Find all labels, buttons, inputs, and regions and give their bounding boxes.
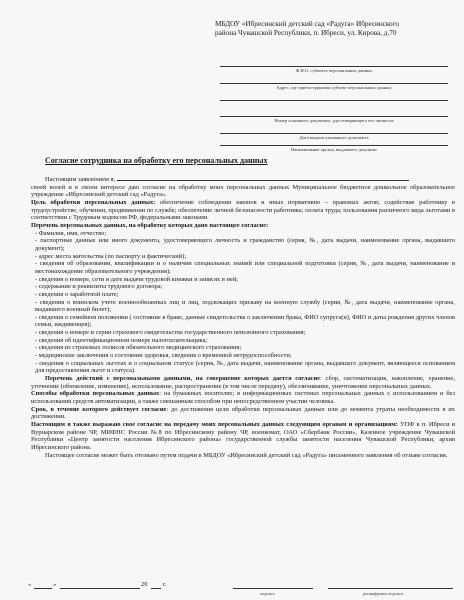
list-item: - сведения о номере, сети и дате выдачи трудовой книжки и записях в ней; (35, 275, 238, 283)
date-day-field[interactable] (34, 588, 52, 589)
document-number-caption: Номер основного документа, удостоверяющего его личность (274, 118, 394, 123)
fio-caption: Ф.И.О. субъекта персональных данных (295, 68, 373, 73)
intro-text: Настоящим заявлением я, (45, 176, 116, 183)
list-item: - сведения об идентификационном номере налогоплательщика; (35, 336, 208, 344)
methods-paragraph (31, 390, 455, 405)
name-transcript-field[interactable] (328, 588, 453, 589)
list-item: - сведения о заработной плате; (35, 290, 119, 298)
list-header-colon: : (266, 221, 269, 229)
employee-name-blank[interactable] (117, 174, 409, 181)
organization-header (215, 20, 453, 38)
document-number-field[interactable] (220, 116, 448, 117)
list-header-text: Перечень персональных данных, на обработку которых дано настоящее согласие (31, 221, 267, 229)
list-item: - сведения об образовании, квалификации и о наличии специальных знаний или специальной подготовки (серия, №, дата выдачи, наименование и местонахождение образовательного учреждения); (35, 260, 455, 275)
address-field[interactable] (220, 83, 448, 84)
transfer-text: УПФ в п. Ибреси и Вурнарском районе ЧР, МИФНС России №8 по Ибресинскому району ЧР, военкомат, ОАО «Сбербанк России», Казенное учреждение Чувашской Республики «Центр занятости населения Ибресинского района» государственной службы занятости населения Чувашской Республики, архив Ибресинского района. (31, 421, 456, 451)
term-paragraph (31, 406, 455, 421)
date-year-field[interactable] (151, 588, 161, 589)
issuing-authority-field[interactable] (220, 145, 448, 146)
list-item: - сведения о воинском учете военнообязанных лиц и лиц, подлежащих призыву на военную службу (серия, №, дата выдачи, наименование органа, выдавшего военный билет); (35, 298, 455, 314)
list-item: - медицинские заключения о состоянии здоровья, сведения о временной нетрудоспособности; (35, 352, 292, 360)
signature-caption: подпись (260, 591, 275, 596)
purpose-text: обеспечение соблюдения законов и иных нормативно – правовых актов; содействие работнику в трудоустройстве, обучении, продвижении по службе; обеспечение личной безопасности работника; оплата труда; пользования различного вида льготами в соответствии с Трудовым кодексом РФ, федеральными законами. (31, 198, 455, 222)
purpose-label: Цель обработки персональных данных: (31, 198, 156, 206)
actions-label: Перечень действий с персональными данными, на совершение которых дается согласие (45, 375, 321, 383)
actions-text: : сбор, систематизация, накопление, хранение, уточнение (обновление, изменение), использование, распространение (в том числе передачу), обезличивание, уничтожение персональных данных. (31, 375, 456, 390)
intro-line (31, 174, 455, 184)
actions-paragraph (31, 375, 455, 390)
list-item: - сведения о семейном положении ( состояние в браке, данные свидетельства о заключении брака, ФИО супруга(и), ФИО и даты рождения других членов семьи, иждивенцев); (35, 313, 455, 329)
list-item: - содержание и реквизиты трудового договора; (35, 283, 163, 291)
date-open-quote: « (28, 581, 32, 588)
address-caption: Адрес, где зарегистрирован субъект персональных данных (276, 85, 392, 90)
org-line-2: района Чувашской Республики, п. Ибреси, ул. Кирова, д.70 (215, 29, 397, 38)
list-header (31, 222, 455, 230)
fio-field[interactable] (220, 66, 448, 67)
transfer-paragraph (31, 421, 455, 452)
issuing-authority-caption: Наименование органа, выдавшего документ (290, 147, 378, 152)
date-close-quote: » (53, 581, 57, 588)
signature-field[interactable] (233, 588, 313, 589)
document-body (31, 174, 455, 459)
revoke-paragraph: Настоящее согласие может быть отозвано путем подачи в МБДОУ «Ибресинский детский сад «Радуга» письменного заявления об отзыве согласия. (45, 451, 448, 459)
issue-date-caption: Дата выдачи указанного документа (299, 135, 369, 140)
year-prefix: 20 (141, 581, 148, 588)
term-label: Срок, в течение которого действует согласие (31, 405, 167, 413)
list-item: - сведения из страховых полисов обязательного медицинского страхования; (35, 344, 242, 352)
term-text: : до достижения цели обработки персональных данных или до момента утраты необходимости в их достижении. (31, 405, 455, 421)
methods-text: : на бумажных носителях; в информационных системах персональных данных с использованием и без использования средств автоматизации, а также смешанным способом при непосредственном участии человека. (31, 390, 455, 406)
list-item: - Фамилия, имя, отчество; (35, 229, 107, 237)
list-item: - сведения о номере и серии страхового свидетельства государственного пенсионного страхования; (35, 329, 306, 337)
intro-paragraph: своей волей и в своем интересе даю согласие на обработку моих персональных данных Муниципальное бюджетное дошкольное образовательное учреждение «Ибресинский детский сад «Радуга». (31, 183, 455, 199)
date-month-field[interactable] (60, 588, 140, 589)
methods-label: Способы обработки персональных данных (31, 390, 160, 398)
org-line-1: МБДОУ «Ибресинский детский сад «Радуга» Ибресинского (215, 20, 399, 28)
list-item: - адрес места жительства (по паспорту и фактический); (35, 252, 186, 260)
address-field-2[interactable] (220, 100, 448, 101)
document-title: Согласие сотрудника на обработку его персональных данных (45, 156, 268, 165)
year-suffix: г. (163, 581, 167, 588)
purpose-paragraph (31, 199, 455, 222)
issue-date-field[interactable] (220, 133, 448, 134)
transfer-label: Настоящим я также выражаю свое согласие на передачу моих персональных данных следующим органам и организациям: (31, 421, 398, 428)
list-item: - паспортные данные или иного документа, удостоверяющего личность и гражданство (серия, №, дата выдачи, наименование органа, выдавшего документ); (35, 237, 455, 252)
list-item: - сведения о социальных льготах и о социальном статусе (серия, №, дата выдачи, наименование органа, выдавшего документ, являющееся основанием для предоставления льгот и статуса). (35, 359, 455, 375)
name-transcript-caption: расшифровка подписи (363, 591, 403, 596)
